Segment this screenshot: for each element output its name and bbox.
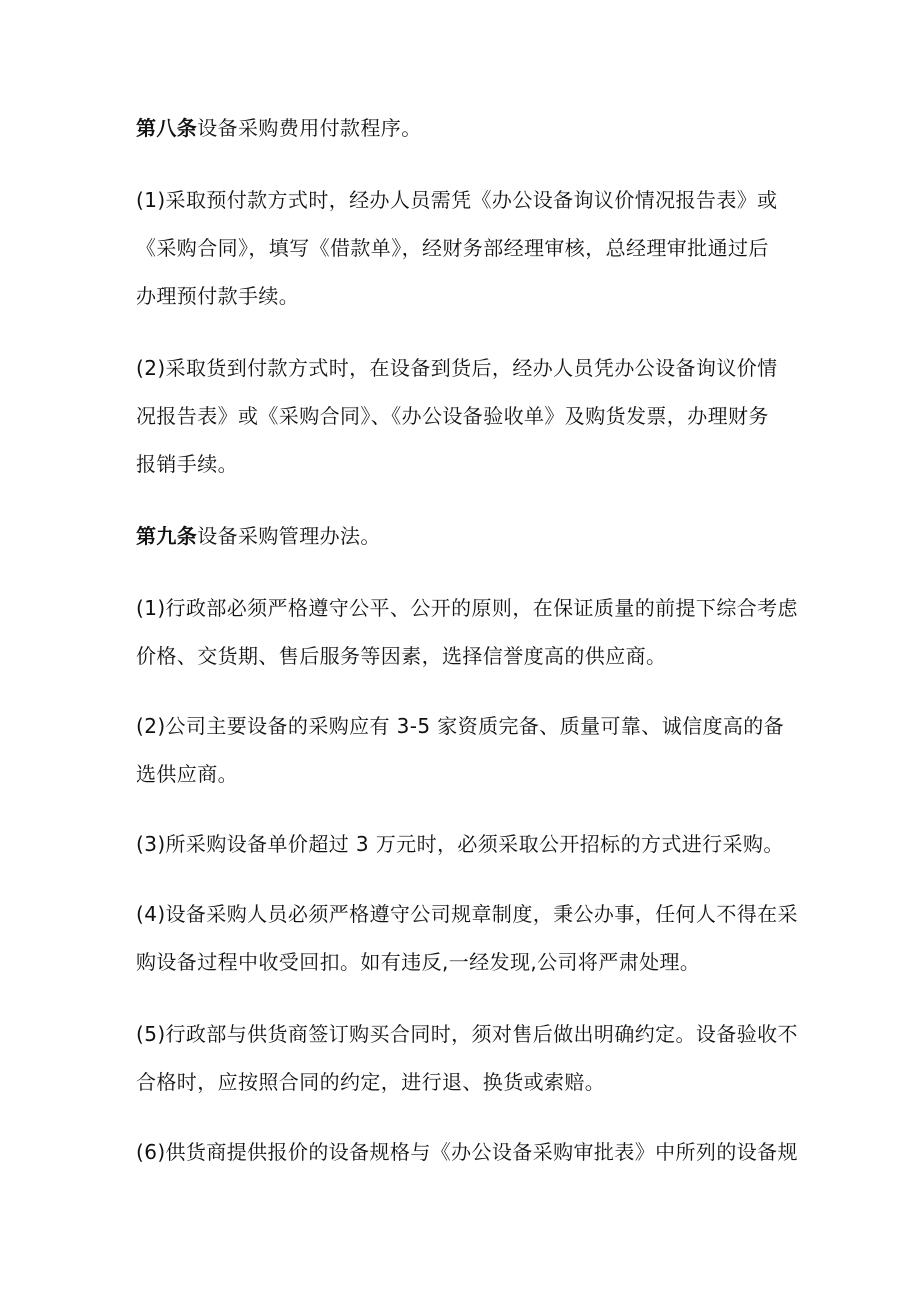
paragraph-line: 购设备过程中收受回扣。如有违反,一经发现,公司将严肃处理。 <box>136 950 701 974</box>
article-9-item-1 <box>136 584 798 680</box>
article-9-item-3 <box>136 820 786 868</box>
paragraph-line: (1)采取预付款方式时，经办人员需凭《办公设备询议价情况报告表》或 <box>136 188 778 212</box>
paragraph-line: (3)所采购设备单价超过 3 万元时，必须采取公开招标的方式进行采购。 <box>136 832 784 856</box>
article-8-number: 第八条 <box>136 116 198 140</box>
article-9-item-4 <box>136 890 798 986</box>
paragraph-line: (2)采取货到付款方式时，在设备到货后，经办人员凭办公设备询议价情 <box>136 356 778 380</box>
article-8-item-2 <box>136 344 786 488</box>
paragraph-line: (1)行政部必须严格遵守公平、公开的原则，在保证质量的前提下综合考虑 <box>136 596 798 620</box>
paragraph-line: 报销手续。 <box>136 452 238 476</box>
article-9-heading <box>136 512 786 560</box>
article-8-item-1 <box>136 176 786 320</box>
paragraph-line: 办理预付款手续。 <box>136 284 300 308</box>
article-9-item-5 <box>136 1010 798 1106</box>
article-8-heading <box>136 104 786 152</box>
paragraph-line: 《采购合同》，填写《借款单》，经财务部经理审核，总经理审批通过后 <box>136 236 769 260</box>
paragraph-line: 合格时，应按照合同的约定，进行退、换货或索赔。 <box>136 1070 606 1094</box>
paragraph-line: 价格、交货期、售后服务等因素，选择信誉度高的供应商。 <box>136 644 667 668</box>
paragraph-line: (6)供货商提供报价的设备规格与《办公设备采购审批表》中所列的设备规 <box>136 1140 798 1164</box>
paragraph-line: 选供应商。 <box>136 762 238 786</box>
article-9-item-6 <box>136 1128 798 1176</box>
article-9-item-2 <box>136 702 786 798</box>
paragraph-line: (5)行政部与供货商签订购买合同时，须对售后做出明确约定。设备验收不 <box>136 1022 798 1046</box>
paragraph-line: (4)设备采购人员必须严格遵守公司规章制度，秉公办事，任何人不得在采 <box>136 902 798 926</box>
article-8-title: 设备采购费用付款程序。 <box>197 116 422 140</box>
paragraph-line: 况报告表》或《采购合同》、《办公设备验收单》及购货发票，办理财务 <box>136 404 769 428</box>
article-9-title: 设备采购管理办法。 <box>197 524 381 548</box>
paragraph-line: (2)公司主要设备的采购应有 3-5 家资质完备、质量可靠、诚信度高的备 <box>136 714 785 738</box>
article-9-number: 第九条 <box>136 524 198 548</box>
